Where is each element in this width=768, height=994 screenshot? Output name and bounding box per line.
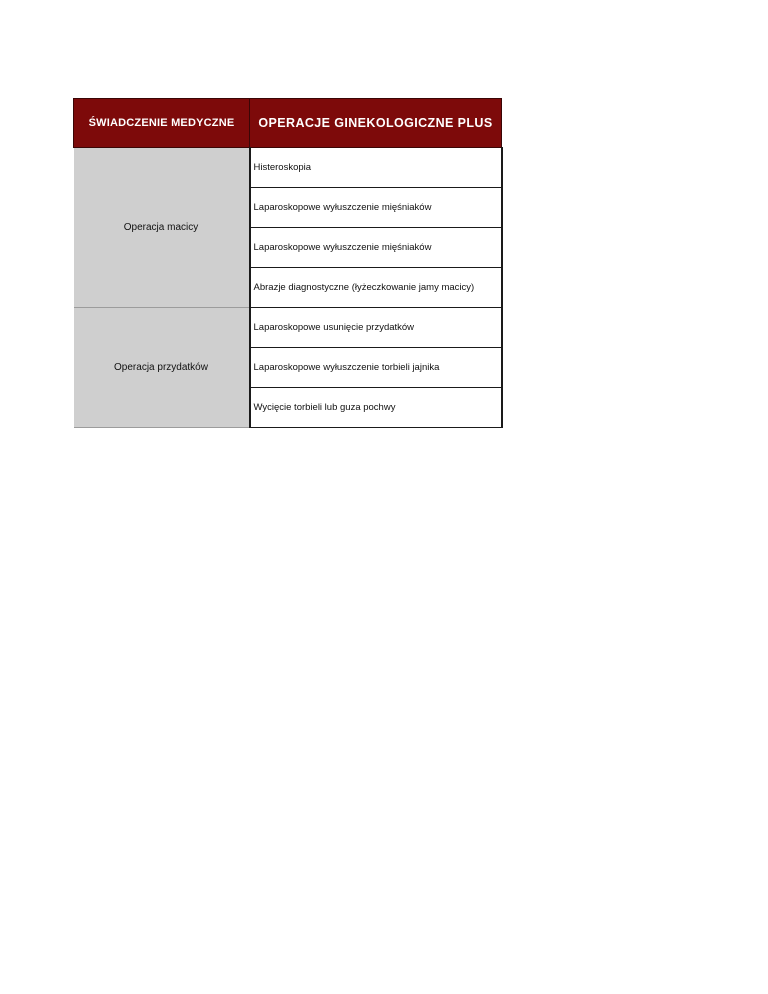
procedure-cell: Abrazje diagnostyczne (łyżeczkowanie jamy macicy): [250, 268, 502, 308]
procedure-cell: Laparoskopowe wyłuszczenie torbieli jajnika: [250, 348, 502, 388]
header-row: [74, 99, 502, 148]
benefits-table: [73, 98, 503, 428]
header-package-name: OPERACJE GINEKOLOGICZNE PLUS: [250, 99, 502, 148]
procedure-cell: Laparoskopowe wyłuszczenie mięśniaków: [250, 188, 502, 228]
table-row: [74, 308, 502, 348]
procedure-cell: Laparoskopowe usunięcie przydatków: [250, 308, 502, 348]
procedure-cell: Histeroskopia: [250, 148, 502, 188]
table-row: [74, 148, 502, 188]
group-label-adnexa-surgery: Operacja przydatków: [74, 308, 250, 428]
header-medical-service: ŚWIADCZENIE MEDYCZNE: [74, 99, 250, 148]
group-label-uterus-surgery: Operacja macicy: [74, 148, 250, 308]
procedure-cell: Wycięcie torbieli lub guza pochwy: [250, 388, 502, 428]
procedure-cell: Laparoskopowe wyłuszczenie mięśniaków: [250, 228, 502, 268]
